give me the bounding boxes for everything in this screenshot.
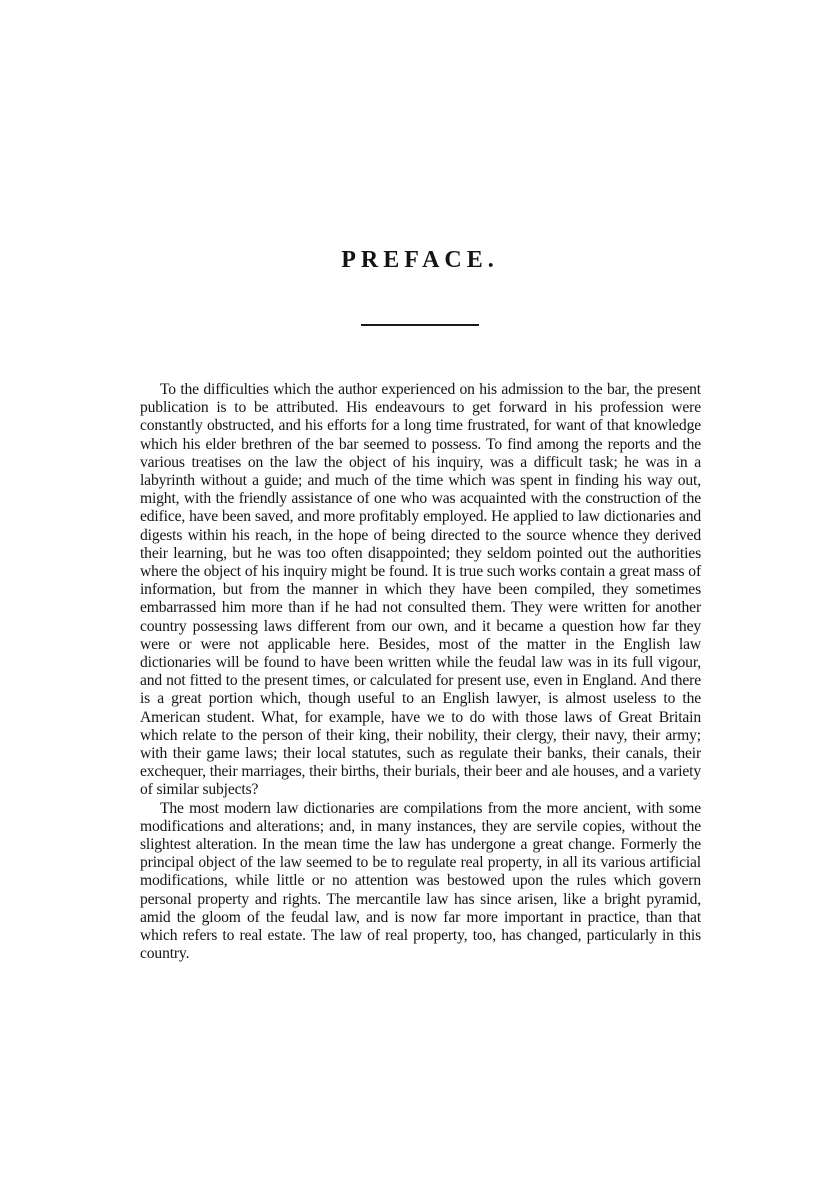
paragraph-1: To the difficulties which the author experienced on his admission to the bar, the present publication is to be attributed. His endeavours to get forward in his profession were constantly obstructed, and his efforts for a long time frustrated, for want of that knowledge which his elder brethren of the bar seemed to possess. To find among the reports and the various treatises on the law the object of his inquiry, was a difficult task; he was in a labyrinth without a guide; and much of the time which was spent in finding his way out, might, with the friendly assistance of one who was acquainted with the construction of the edifice, have been saved, and more profitably employed. He applied to law dictionaries and digests within his reach, in the hope of being directed to the source whence they derived their learning, but he was too often disappointed; they seldom pointed out the authorities where the object of his inquiry might be found. It is true such works contain a great mass of information, but from the manner in which they have been compiled, they sometimes embarrassed him more than if he had not consulted them. They were written for another country possessing laws different from our own, and it became a question how far they were or were not applicable here. Besides, most of the matter in the English law dictionaries will be found to have been written while the feudal law was in its full vigour, and not fitted to the present times, or calculated for present use, even in England. And there is a great portion which, though useful to an English lawyer, is almost useless to the American student. What, for example, have we to do with those laws of Great Britain which relate to the person of their king, their nobility, their clergy, their navy, their army; with their game laws; their local statutes, such as regulate their banks, their canals, their exchequer, their marriages, their births, their burials, their beer and ale houses, and a variety of similar subjects? xyxy=(140,381,701,799)
paragraph-2: The most modern law dictionaries are compilations from the more ancient, with some modifications and alterations; and, in many instances, they are servile copies, without the slightest alteration. In the mean time the law has undergone a great change. Formerly the principal object of the law seemed to be to regulate real property, in all its various artificial modifications, while little or no attention was bestowed upon the rules which govern personal property and rights. The mercantile law has since arisen, like a bright pyramid, amid the gloom of the feudal law, and is now far more important in practice, than that which refers to real estate. The law of real property, too, has changed, particularly in this country. xyxy=(140,799,701,963)
title-divider xyxy=(361,324,479,326)
preface-body xyxy=(140,381,701,964)
page-title: PREFACE. xyxy=(341,247,499,273)
